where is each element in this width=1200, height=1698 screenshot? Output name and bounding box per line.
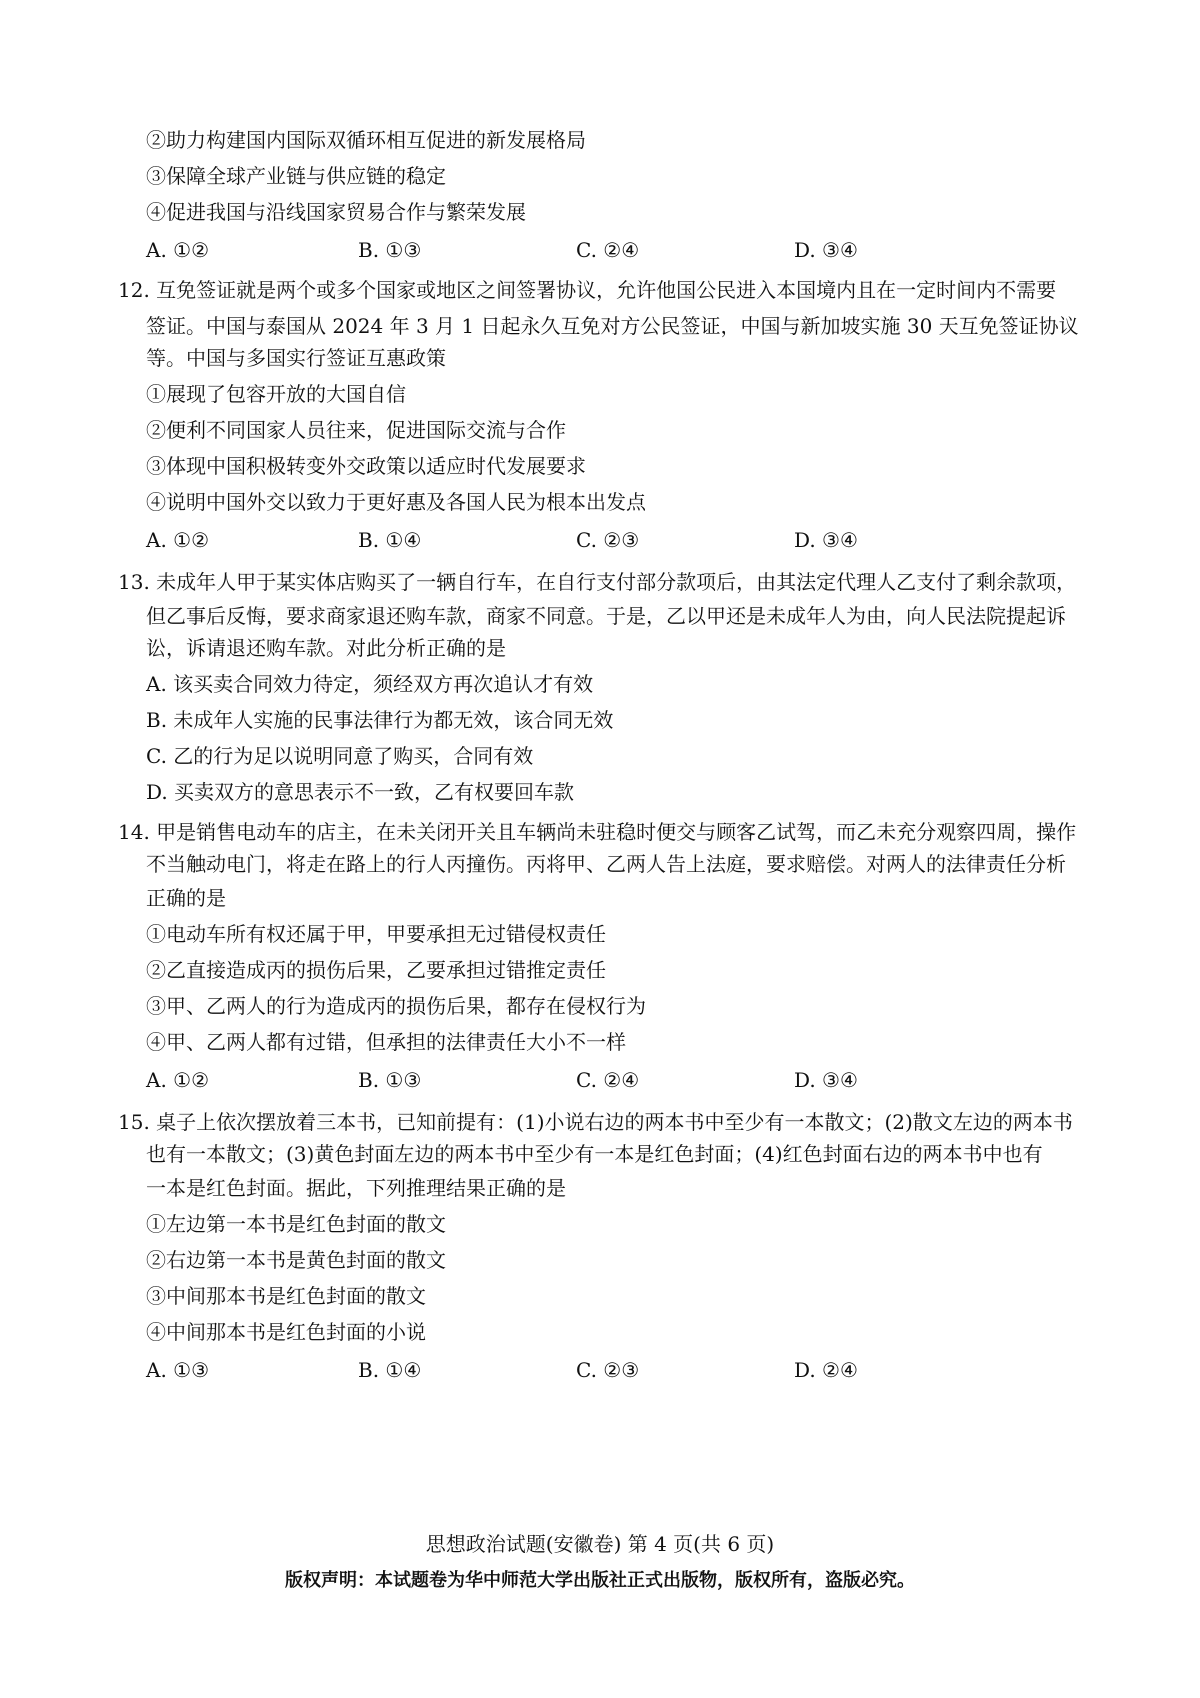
q12-stem-line-3: 等。中国与多国实行签证互惠政策	[146, 346, 446, 370]
q15-item-3: ③中间那本书是红色封面的散文	[146, 1284, 426, 1308]
q15-option-d: D. ②④	[794, 1358, 858, 1382]
q14-stem-line-3: 正确的是	[146, 886, 226, 910]
q15-option-c: C. ②③	[576, 1358, 640, 1382]
q13-option-d: D. 买卖双方的意思表示不一致，乙有权要回车款	[146, 780, 575, 804]
q13-option-a: A. 该买卖合同效力待定，须经双方再次追认才有效	[146, 672, 594, 696]
q13-stem-line-1: 13. 未成年人甲于某实体店购买了一辆自行车，在自行支付部分款项后，由其法定代理人乙支付了剩余款项，	[118, 570, 1077, 594]
q12-option-a: A. ①②	[146, 528, 210, 552]
q15-item-2: ②右边第一本书是黄色封面的散文	[146, 1248, 446, 1272]
q12-item-2: ②便利不同国家人员往来，促进国际交流与合作	[146, 418, 566, 442]
q15-stem-line-2: 也有一本散文；(3)黄色封面左边的两本书中至少有一本是红色封面；(4)红色封面右边的两本书中也有	[146, 1142, 1043, 1166]
q14-item-2: ②乙直接造成丙的损伤后果，乙要承担过错推定责任	[146, 958, 606, 982]
q14-option-a: A. ①②	[146, 1068, 210, 1092]
q11-option-b: B. ①③	[358, 238, 422, 262]
q15-option-a: A. ①③	[146, 1358, 210, 1382]
q11-option-d: D. ③④	[794, 238, 858, 262]
page-footer: 思想政治试题(安徽卷) 第 4 页(共 6 页)	[425, 1532, 775, 1556]
q12-stem-line-1: 12. 互免签证就是两个或多个国家或地区之间签署协议，允许他国公民进入本国境内且在一定时间内不需要	[118, 278, 1057, 302]
q14-option-b: B. ①③	[358, 1068, 422, 1092]
q12-option-b: B. ①④	[358, 528, 422, 552]
q14-stem-line-2: 不当触动电门，将走在路上的行人丙撞伤。丙将甲、乙两人告上法庭，要求赔偿。对两人的法律责任分析	[146, 852, 1066, 876]
q14-item-4: ④甲、乙两人都有过错，但承担的法律责任大小不一样	[146, 1030, 626, 1054]
copyright-notice: 版权声明：本试题卷为华中师范大学出版社正式出版物，版权所有，盗版必究。	[285, 1570, 915, 1591]
q13-stem-line-3: 讼，诉请退还购车款。对此分析正确的是	[146, 636, 506, 660]
q11-item-4: ④促进我国与沿线国家贸易合作与繁荣发展	[146, 200, 526, 224]
q13-stem-line-2: 但乙事后反悔，要求商家退还购车款，商家不同意。于是，乙以甲还是未成年人为由，向人民法院提起诉	[146, 604, 1066, 628]
q14-item-3: ③甲、乙两人的行为造成丙的损伤后果，都存在侵权行为	[146, 994, 646, 1018]
q14-option-d: D. ③④	[794, 1068, 858, 1092]
q12-item-1: ①展现了包容开放的大国自信	[146, 382, 406, 406]
q12-stem-line-2: 签证。中国与泰国从 2024 年 3 月 1 日起永久互免对方公民签证，中国与新加坡实施 30 天互免签证协议	[146, 314, 1079, 338]
q11-option-a: A. ①②	[146, 238, 210, 262]
q15-stem-line-3: 一本是红色封面。据此，下列推理结果正确的是	[146, 1176, 566, 1200]
q14-option-c: C. ②④	[576, 1068, 640, 1092]
q11-item-2: ②助力构建国内国际双循环相互促进的新发展格局	[146, 128, 586, 152]
q12-option-c: C. ②③	[576, 528, 640, 552]
q13-option-c: C. 乙的行为足以说明同意了购买，合同有效	[146, 744, 534, 768]
q12-item-3: ③体现中国积极转变外交政策以适应时代发展要求	[146, 454, 586, 478]
q14-stem-line-1: 14. 甲是销售电动车的店主，在未关闭开关且车辆尚未驻稳时便交与顾客乙试驾，而乙未充分观察四周，操作	[118, 820, 1077, 844]
q15-item-1: ①左边第一本书是红色封面的散文	[146, 1212, 446, 1236]
q12-item-4: ④说明中国外交以致力于更好惠及各国人民为根本出发点	[146, 490, 646, 514]
q11-item-3: ③保障全球产业链与供应链的稳定	[146, 164, 446, 188]
q15-option-b: B. ①④	[358, 1358, 422, 1382]
q13-option-b: B. 未成年人实施的民事法律行为都无效，该合同无效	[146, 708, 614, 732]
q14-item-1: ①电动车所有权还属于甲，甲要承担无过错侵权责任	[146, 922, 606, 946]
q15-stem-line-1: 15. 桌子上依次摆放着三本书，已知前提有：(1)小说右边的两本书中至少有一本散文；(2)散文左边的两本书	[118, 1110, 1073, 1134]
q11-option-c: C. ②④	[576, 238, 640, 262]
q12-option-d: D. ③④	[794, 528, 858, 552]
q15-item-4: ④中间那本书是红色封面的小说	[146, 1320, 426, 1344]
